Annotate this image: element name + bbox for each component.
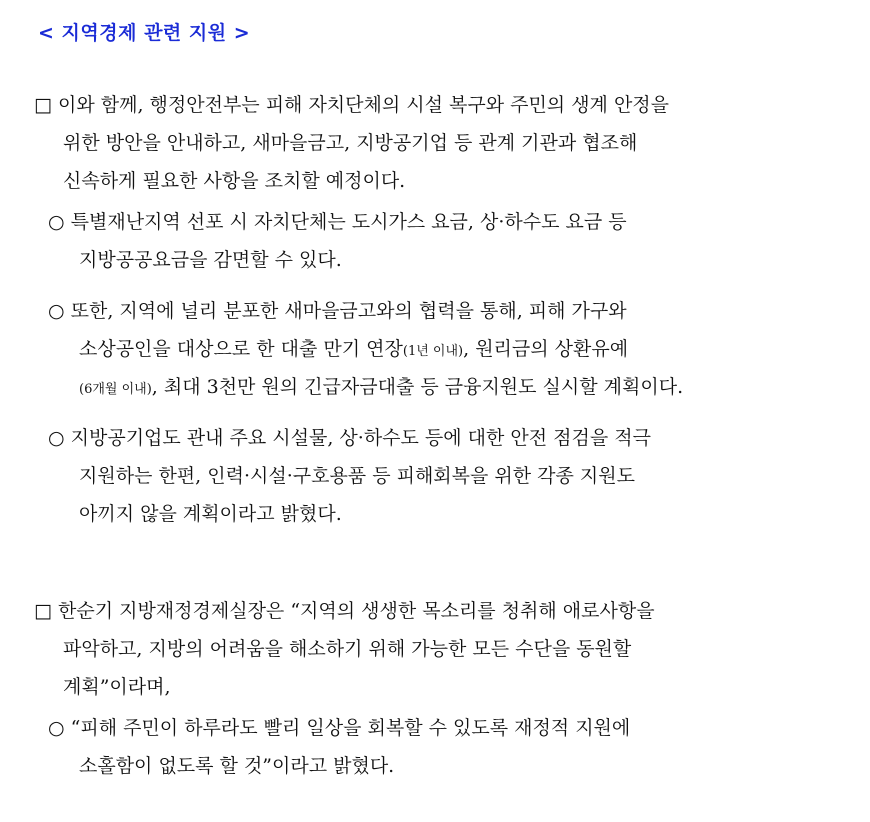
paragraph-line: 지방공기업도 관내 주요 시설물, 상·하수도 등에 대한 안전 점검을 적극	[64, 427, 651, 449]
paragraph-line: 계획”이라며,	[63, 676, 171, 698]
paragraph-line	[48, 368, 854, 406]
small-note: (1년 이내)	[402, 344, 464, 359]
text-run: 소상공인을 대상으로 한 대출 만기 연장	[79, 338, 403, 360]
square-bullet: □	[34, 600, 52, 622]
paragraph-line: “피해 주민이 하루라도 빨리 일상을 회복할 수 있도록 재정적 지원에	[64, 717, 631, 739]
paragraph-official-quote	[48, 709, 854, 785]
paragraph-line	[48, 330, 854, 368]
paragraph-line: 이와 함께, 행정안전부는 피해 자치단체의 시설 복구와 주민의 생계 안정을	[51, 94, 670, 116]
paragraph-financial-support	[48, 292, 854, 406]
paragraph-facility-recovery	[34, 86, 854, 200]
paragraph-utility-fee-reduction	[48, 203, 854, 279]
square-bullet: □	[34, 94, 52, 116]
circle-bullet: ○	[48, 717, 65, 739]
section-heading: < 지역경제 관련 지원 >	[38, 22, 251, 44]
text-run: , 최대 3천만 원의 긴급자금대출 등 금융지원도 실시할 계획이다.	[151, 376, 684, 398]
paragraph-line: 신속하게 필요한 사항을 조치할 예정이다.	[63, 170, 406, 192]
circle-bullet: ○	[48, 211, 65, 233]
paragraph-line: 위한 방안을 안내하고, 새마을금고, 지방공기업 등 관계 기관과 협조해	[63, 132, 638, 154]
small-note: (6개월 이내)	[79, 382, 152, 397]
paragraph-line: 소홀함이 없도록 할 것”이라고 밝혔다.	[79, 755, 395, 777]
circle-bullet: ○	[48, 427, 65, 449]
paragraph-public-enterprise-support	[48, 419, 854, 533]
paragraph-line: 파악하고, 지방의 어려움을 해소하기 위해 가능한 모든 수단을 동원할	[63, 638, 632, 660]
paragraph-line: 또한, 지역에 널리 분포한 새마을금고와의 협력을 통해, 피해 가구와	[64, 300, 627, 322]
paragraph-line: 지방공공요금을 감면할 수 있다.	[79, 249, 342, 271]
paragraph-line: 아끼지 않을 계획이라고 밝혔다.	[79, 503, 342, 525]
text-run: , 원리금의 상환유예	[463, 338, 629, 360]
paragraph-official-statement	[34, 592, 854, 706]
paragraph-line: 지원하는 한편, 인력·시설·구호용품 등 피해회복을 위한 각종 지원도	[79, 465, 635, 487]
paragraph-line: 한순기 지방재정경제실장은 “지역의 생생한 목소리를 청취해 애로사항을	[51, 600, 655, 622]
circle-bullet: ○	[48, 300, 65, 322]
paragraph-line: 특별재난지역 선포 시 자치단체는 도시가스 요금, 상·하수도 요금 등	[64, 211, 627, 233]
